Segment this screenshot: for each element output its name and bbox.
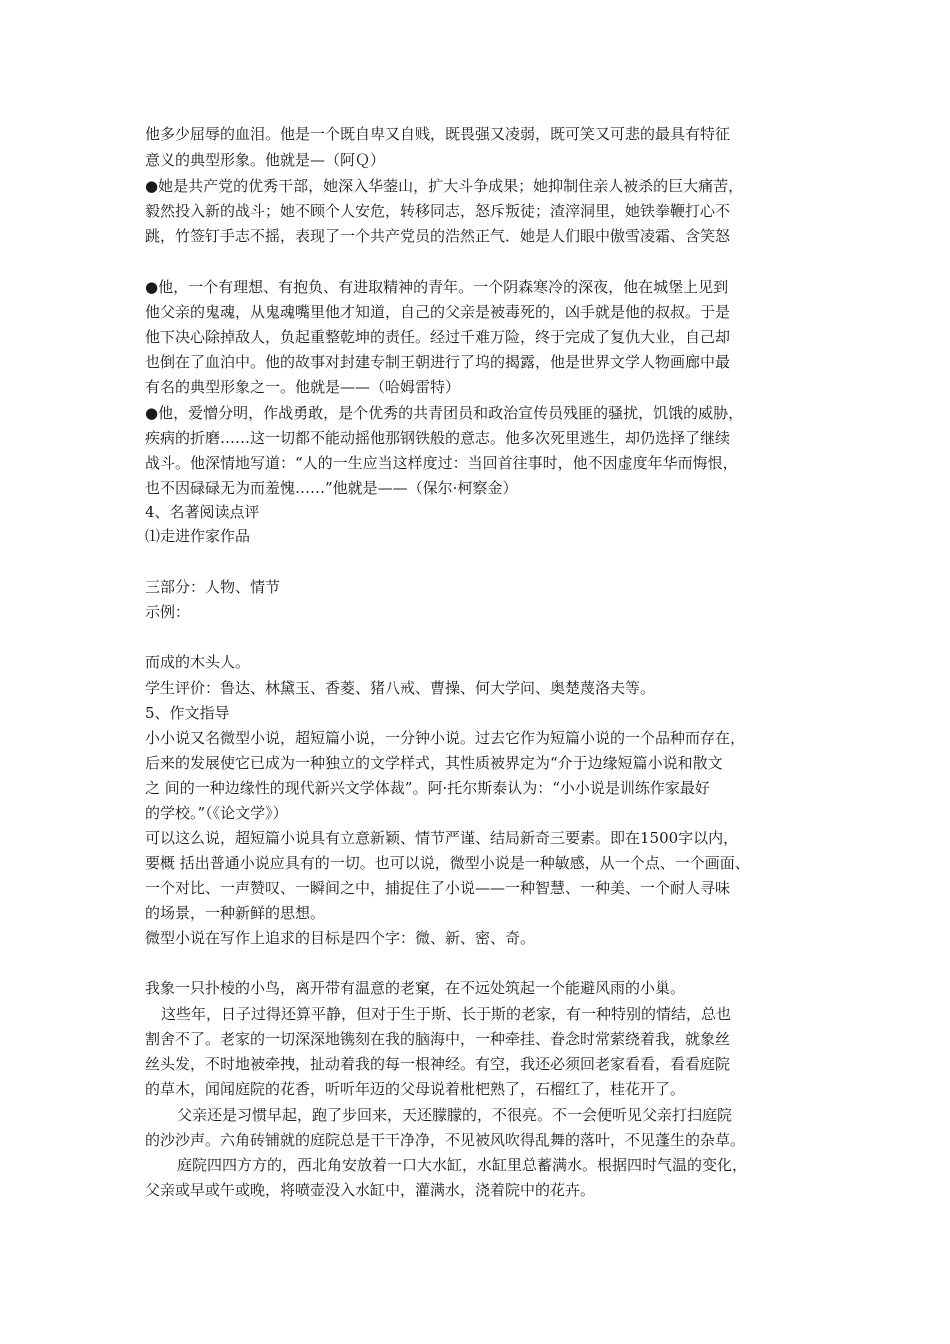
text-line: 也倒在了血泊中。他的故事对封建专制王朝进行了坞的揭露，他是世界文学人物画廊中最 bbox=[145, 353, 731, 371]
text-line: 他父亲的鬼魂，从鬼魂嘴里他才知道，自己的父亲是被毒死的，凶手就是他的叔叔。于是 bbox=[145, 303, 731, 321]
text-line: 有名的典型形象之一。他就是——（哈姆雷特） bbox=[145, 378, 461, 396]
section-heading: 5、作文指导 bbox=[145, 704, 230, 722]
text-line: 而成的木头人。 bbox=[145, 653, 251, 671]
text-line: 后来的发展使它已成为一种独立的文学样式，其性质被界定为“介于边缘短篇小说和散文 bbox=[145, 754, 723, 772]
text-line: ●他，一个有理想、有抱负、有进取精神的青年。一个阴森寒冷的深夜，他在城堡上见到 bbox=[145, 278, 729, 296]
text-line: 毅然投入新的战斗；她不顾个人安危，转移同志，怒斥叛徒；渣滓洞里，她铁拳鞭打心不 bbox=[145, 202, 731, 220]
subsection-heading: ⑴走进作家作品 bbox=[145, 527, 251, 545]
text-line: 的沙沙声。六角砖铺就的庭院总是干干净净，不见被风吹得乱舞的落叶，不见蓬生的杂草。 bbox=[145, 1131, 746, 1149]
text-line: 他多少屈辱的血泪。他是一个既自卑又自贱，既畏强又凌弱，既可笑又可悲的最具有特征 bbox=[145, 125, 731, 143]
text-line: 的草木，闻闻庭院的花香，听听年迈的父母说着枇杷熟了，石榴红了，桂花开了。 bbox=[145, 1080, 686, 1098]
text-line: 意义的典型形象。他就是—（阿Ｑ） bbox=[145, 151, 386, 169]
text-line: 的学校。”（《论文学》） bbox=[145, 804, 288, 822]
text-line: 一个对比、一声赞叹、一瞬间之中，捕捉住了小说——一种智慧、一种美、一个耐人寻味 bbox=[145, 879, 731, 897]
text-line: 父亲或早或午或晚，将喷壶没入水缸中，灌满水，浇着院中的花卉。 bbox=[145, 1181, 596, 1199]
text-line: 也不因碌碌无为而羞愧……”他就是——（保尔·柯察金） bbox=[145, 479, 518, 497]
text-line: 庭院四四方方的，西北角安放着一口大水缸，水缸里总蓄满水。根据四时气温的变化， bbox=[177, 1156, 748, 1174]
text-line: 微型小说在写作上追求的目标是四个字：微、新、密、奇。 bbox=[145, 929, 536, 947]
text-line: 学生评价：鲁达、林黛玉、香菱、猪八戒、曹操、何大学问、奥楚蔑洛夫等。 bbox=[145, 679, 656, 697]
text-line: 小小说又名微型小说，超短篇小说，一分钟小说。过去它作为短篇小说的一个品种而存在， bbox=[145, 729, 746, 747]
text-line: 战斗。他深情地写道：“人的一生应当这样度过：当回首往事时，他不因虚度年华而悔恨， bbox=[145, 454, 738, 472]
section-heading: 4、名著阅读点评 bbox=[145, 503, 260, 521]
text-line: ●他，爱憎分明，作战勇敢，是个优秀的共青团员和政治宣传员残匪的骚扰，饥饿的威胁， bbox=[145, 404, 744, 422]
text-line: 割舍不了。老家的一切深深地镌刻在我的脑海中，一种牵挂、眷念时常萦绕着我，就象丝 bbox=[145, 1030, 731, 1048]
text-line: 示例： bbox=[145, 603, 191, 621]
text-line: 丝头发，不时地被牵拽，扯动着我的每一根神经。有空，我还必须回老家看看，看看庭院 bbox=[145, 1055, 731, 1073]
text-line: 疾病的折磨……这一切都不能动摇他那钢铁般的意志。他多次死里逃生，却仍选择了继续 bbox=[145, 429, 731, 447]
text-line: 之 间的一种边缘性的现代新兴文学体裁”。阿·托尔斯泰认为：“小小说是训练作家最好 bbox=[145, 779, 710, 797]
text-line: 父亲还是习惯早起，跑了步回来，天还朦朦的，不很亮。不一会便听见父亲打扫庭院 bbox=[177, 1106, 733, 1124]
text-line: 可以这么说，超短篇小说具有立意新颖、情节严谨、结局新奇三要素。即在1500字以内， bbox=[145, 829, 739, 847]
text-line: 三部分：人物、情节 bbox=[145, 578, 281, 596]
text-line: 我象一只扑棱的小鸟，离开带有温意的老窠，在不远处筑起一个能避风雨的小巢。 bbox=[145, 979, 686, 997]
text-line: 跳，竹签钉手志不摇，表现了一个共产党员的浩然正气．她是人们眼中傲雪凌霜、含笑怒 bbox=[145, 227, 731, 245]
text-line: 的场景，一种新鲜的思想。 bbox=[145, 904, 326, 922]
text-line: 他下决心除掉敌人，负起重整乾坤的责任。经过千难万险，终于完成了复仇大业，自己却 bbox=[145, 328, 731, 346]
text-line: ●她是共产党的优秀干部，她深入华蓥山，扩大斗争成果；她抑制住亲人被杀的巨大痛苦， bbox=[145, 177, 744, 195]
text-line: 这些年，日子过得还算平静，但对于生于斯、长于斯的老家，有一种特别的情结，总也 bbox=[161, 1005, 732, 1023]
text-line: 要概 括出普通小说应具有的一切。也可以说，微型小说是一种敏感，从一个点、一个画面、 bbox=[145, 854, 750, 872]
